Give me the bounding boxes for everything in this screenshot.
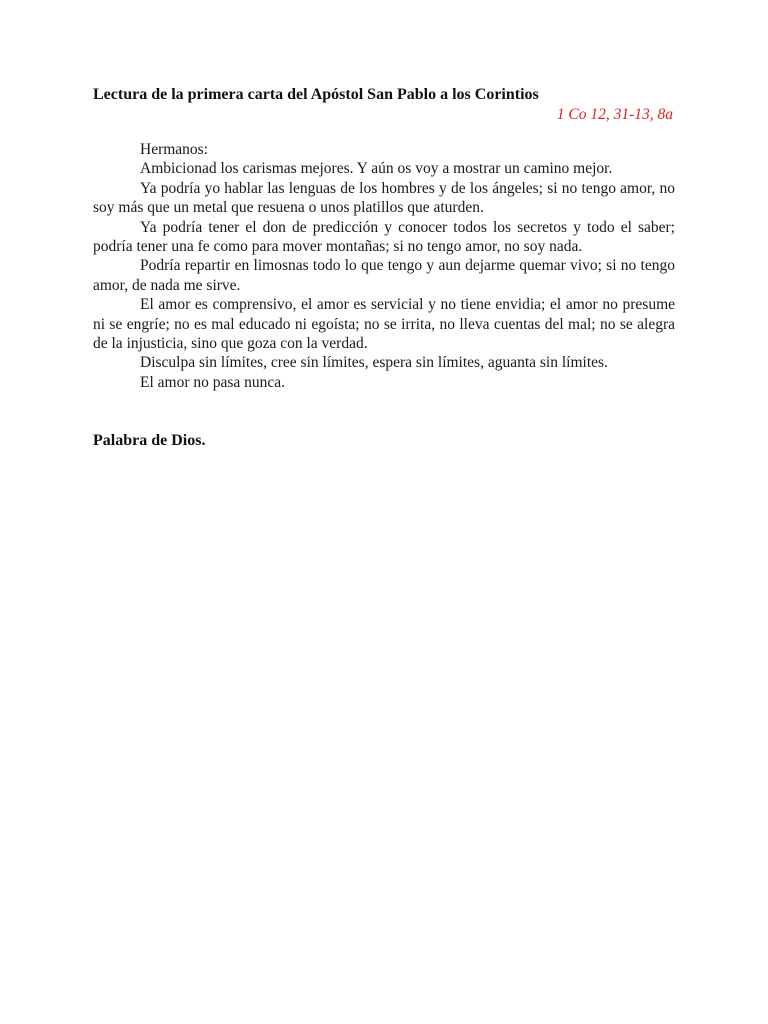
- paragraph-7: El amor no pasa nunca.: [140, 373, 286, 391]
- paragraph-6: Disculpa sin límites, cree sin límites, espera sin límites, aguanta sin límites.: [140, 354, 608, 372]
- paragraph-4: Podría repartir en limosnas todo lo que tengo y aun dejarme quemar vivo; si no tengo amor, de nada me sirve.: [93, 257, 675, 294]
- paragraph-3: Ya podría tener el don de predicción y conocer todos los secretos y todo el saber; podría tener una fe como para mover montañas; si no tengo amor, no soy nada.: [93, 218, 675, 256]
- reading-title: Lectura de la primera carta del Apóstol San Pablo a los Corintios: [93, 86, 539, 103]
- closing-acclamation: Palabra de Dios.: [93, 432, 206, 450]
- scripture-reference: 1 Co 12, 31-13, 8a: [556, 106, 673, 123]
- paragraph-5: El amor es comprensivo, el amor es servicial y no tiene envidia; el amor no presume ni se engríe; no es mal educado ni egoísta; no se irrita, no lleva cuentas del mal; no se alegra de la injusticia, sino que goza con la verdad.: [93, 296, 675, 353]
- paragraph-greeting: Hermanos:: [140, 141, 209, 158]
- paragraph-1: Ambicionad los carismas mejores. Y aún os voy a mostrar un camino mejor.: [140, 160, 613, 178]
- reading-document: [93, 84, 675, 452]
- reading-body: [93, 140, 675, 392]
- paragraph-2: Ya podría yo hablar las lenguas de los hombres y de los ángeles; si no tengo amor, no soy más que un metal que resuena o unos platillos que aturden.: [93, 179, 675, 217]
